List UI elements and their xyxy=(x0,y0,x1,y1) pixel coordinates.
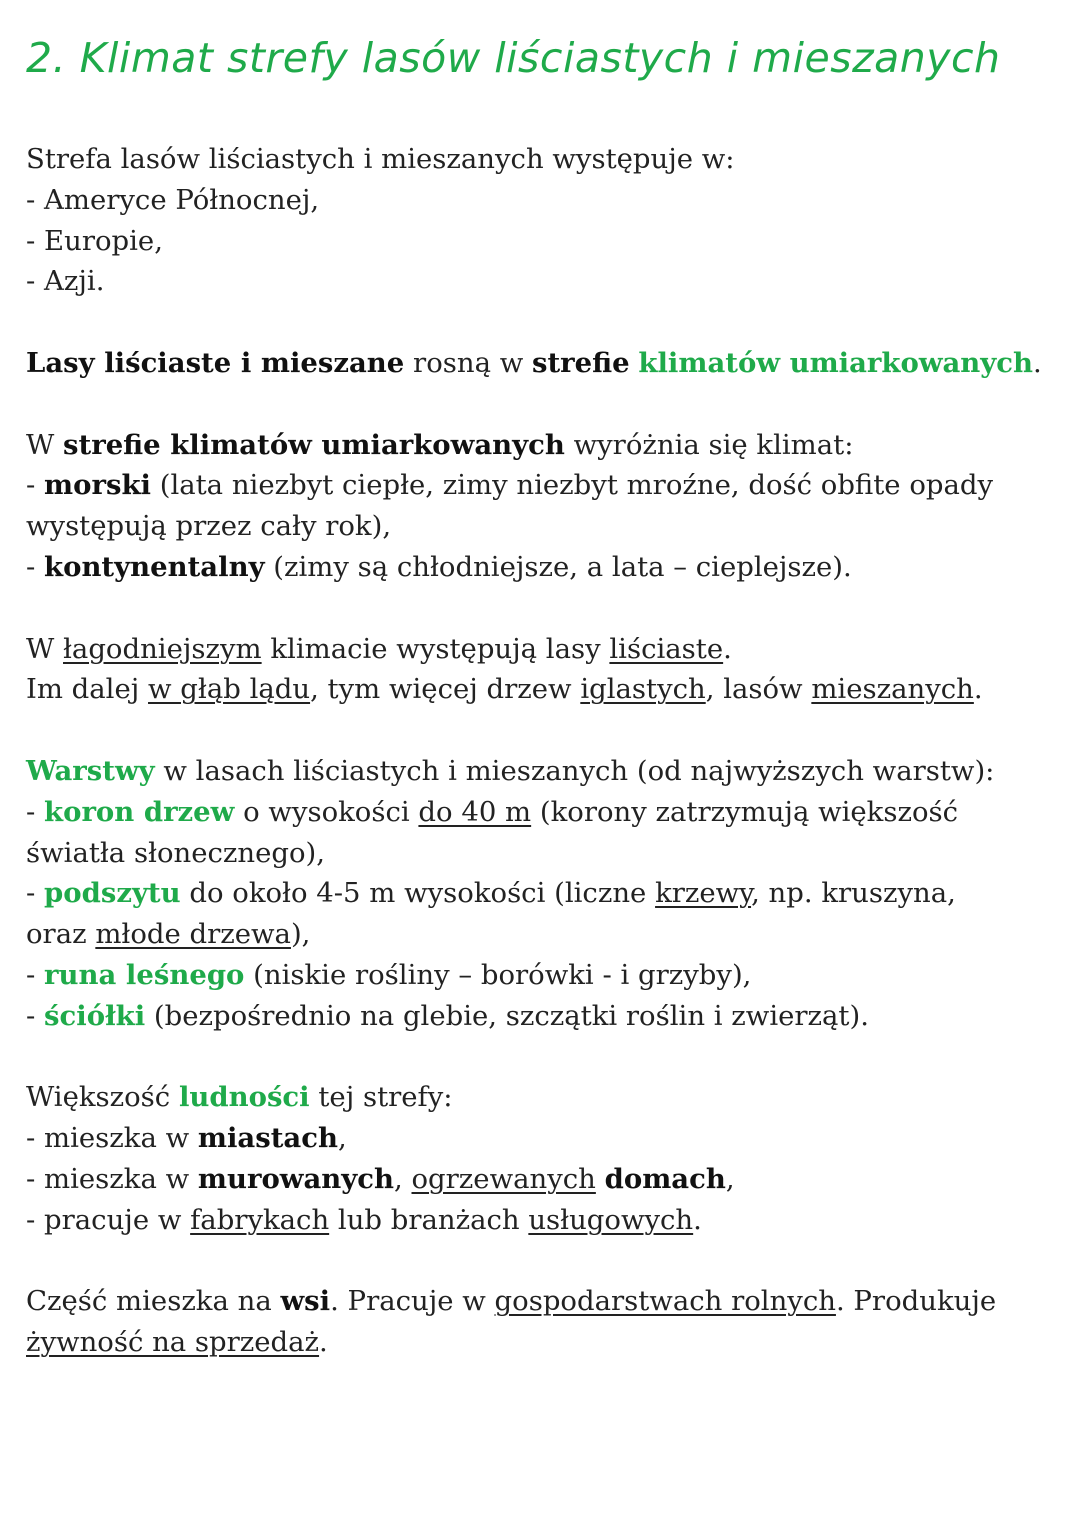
text: . xyxy=(973,673,983,706)
paragraph-forest-layers xyxy=(26,751,1056,1037)
text-line xyxy=(26,751,1056,792)
underlined-text: gospodarstwach rolnych xyxy=(494,1285,836,1318)
underlined-text: liściaste xyxy=(609,632,724,665)
text: . xyxy=(693,1203,702,1236)
list-item xyxy=(26,955,1056,996)
text-line xyxy=(26,425,1056,466)
text: . xyxy=(723,632,732,665)
paragraph-forest-types xyxy=(26,629,1056,711)
text: , xyxy=(725,1162,735,1195)
text: , np. kruszyna, xyxy=(751,877,956,910)
bold-text: murowanych xyxy=(197,1162,395,1195)
text: wyróżnia się klimat: xyxy=(564,428,854,461)
highlight-text: ściółki xyxy=(44,999,146,1032)
list-item: - Ameryce Północnej, xyxy=(26,183,320,216)
text: , lasów xyxy=(705,673,812,706)
list-item xyxy=(26,1159,1056,1200)
list-item: - Azji. xyxy=(26,265,105,298)
list-item xyxy=(26,547,1056,588)
text: Większość xyxy=(26,1081,179,1114)
text: - xyxy=(26,877,45,910)
text-line xyxy=(26,669,1056,710)
text: . xyxy=(319,1326,328,1359)
underlined-text: fabrykach xyxy=(190,1203,330,1236)
highlight-text: klimatów umiarkowanych xyxy=(638,346,1034,379)
text: klimacie występują lasy xyxy=(261,632,610,665)
underlined-text: mieszanych xyxy=(811,673,974,706)
text: tej strefy: xyxy=(309,1081,453,1114)
highlight-text: koron drzew xyxy=(44,795,235,828)
page-title: 2. Klimat strefy lasów liściastych i mieszanych xyxy=(26,34,1001,82)
text-line xyxy=(26,1077,1056,1118)
paragraph-gap xyxy=(26,384,1056,425)
text: , xyxy=(337,1122,347,1155)
text: (korony zatrzymują większość xyxy=(531,795,959,828)
highlight-text: runa leśnego xyxy=(44,958,245,991)
paragraph-gap xyxy=(26,1037,1056,1078)
text-line: występują przez cały rok), xyxy=(26,510,392,543)
underlined-text: iglastych xyxy=(580,673,706,706)
list-item xyxy=(26,1118,1056,1159)
highlight-text: Warstwy xyxy=(26,754,155,787)
bold-text: morski xyxy=(44,469,151,502)
text: W xyxy=(26,632,64,665)
paragraph-gap xyxy=(26,1241,1056,1282)
text: (niskie rośliny – borówki - i grzyby), xyxy=(244,958,752,991)
text: , tym więcej drzew xyxy=(310,673,581,706)
list-item xyxy=(26,873,1056,914)
text: do około 4-5 m wysokości (liczne xyxy=(180,877,656,910)
text: , xyxy=(394,1162,412,1195)
text: - xyxy=(26,958,45,991)
text-line xyxy=(26,629,1056,670)
text-line xyxy=(26,343,1056,384)
text-line xyxy=(26,1322,1056,1363)
list-item xyxy=(26,465,1056,506)
text: - mieszka w xyxy=(26,1122,198,1155)
text: - pracuje w xyxy=(26,1203,191,1236)
text: o wysokości xyxy=(234,795,419,828)
paragraph-climate-types xyxy=(26,425,1056,588)
text: - xyxy=(26,550,45,583)
underlined-text: młode drzewa xyxy=(95,918,291,951)
underlined-text: ogrzewanych xyxy=(411,1162,596,1195)
text: ), xyxy=(290,918,311,951)
text: (lata niezbyt ciepłe, zimy niezbyt mroźne, dość obfite opady xyxy=(150,469,994,502)
text-line xyxy=(26,914,1056,955)
text: - xyxy=(26,999,45,1032)
highlight-text: podszytu xyxy=(44,877,181,910)
text-line xyxy=(26,1281,1056,1322)
bold-text: strefie klimatów umiarkowanych xyxy=(63,428,565,461)
bold-text: domach xyxy=(604,1162,726,1195)
list-item xyxy=(26,1200,1056,1241)
text: rosną w xyxy=(404,346,532,379)
text: (zimy są chłodniejsze, a lata – cieplejsze). xyxy=(264,550,852,583)
text: . Pracuje w xyxy=(330,1285,495,1318)
list-item xyxy=(26,792,1056,833)
text: oraz xyxy=(26,918,96,951)
text: . Produkuje xyxy=(835,1285,997,1318)
paragraph-gap xyxy=(26,710,1056,751)
paragraph-regions xyxy=(26,139,1056,302)
text: (bezpośrednio na glebie, szczątki roślin i zwierząt). xyxy=(145,999,869,1032)
list-item xyxy=(26,996,1056,1037)
list-item: - Europie, xyxy=(26,224,163,257)
underlined-text: łagodniejszym xyxy=(63,632,262,665)
text: - xyxy=(26,795,45,828)
paragraph-gap xyxy=(26,302,1056,343)
paragraph-climate-zone xyxy=(26,343,1056,384)
text xyxy=(596,1163,605,1195)
text: . xyxy=(1033,346,1042,379)
underlined-text: do 40 m xyxy=(418,795,532,828)
text-line: światła słonecznego), xyxy=(26,836,326,869)
underlined-text: w głąb lądu xyxy=(148,673,311,706)
bold-text: wsi xyxy=(280,1285,331,1318)
regions-intro: Strefa lasów liściastych i mieszanych występuje w: xyxy=(26,143,735,175)
text: Im dalej xyxy=(26,673,149,706)
text: Część mieszka na xyxy=(26,1285,281,1318)
paragraph-population xyxy=(26,1077,1056,1240)
underlined-text: usługowych xyxy=(528,1203,694,1236)
bold-text: Lasy liściaste i mieszane xyxy=(26,346,405,379)
text: - mieszka w xyxy=(26,1162,198,1195)
text: W xyxy=(26,428,64,461)
text: w lasach liściastych i mieszanych (od najwyższych warstw): xyxy=(154,754,995,787)
paragraph-gap xyxy=(26,588,1056,629)
highlight-text: ludności xyxy=(178,1081,310,1114)
paragraph-rural xyxy=(26,1281,1056,1363)
text: lub branżach xyxy=(329,1203,529,1236)
bold-text: strefie xyxy=(532,346,630,379)
bold-text: kontynentalny xyxy=(44,550,265,583)
text: - xyxy=(26,469,45,502)
bold-text: miastach xyxy=(197,1122,338,1155)
underlined-text: krzewy xyxy=(655,877,752,910)
document-body xyxy=(26,139,1056,1363)
underlined-text: żywność na sprzedaż xyxy=(26,1326,320,1359)
